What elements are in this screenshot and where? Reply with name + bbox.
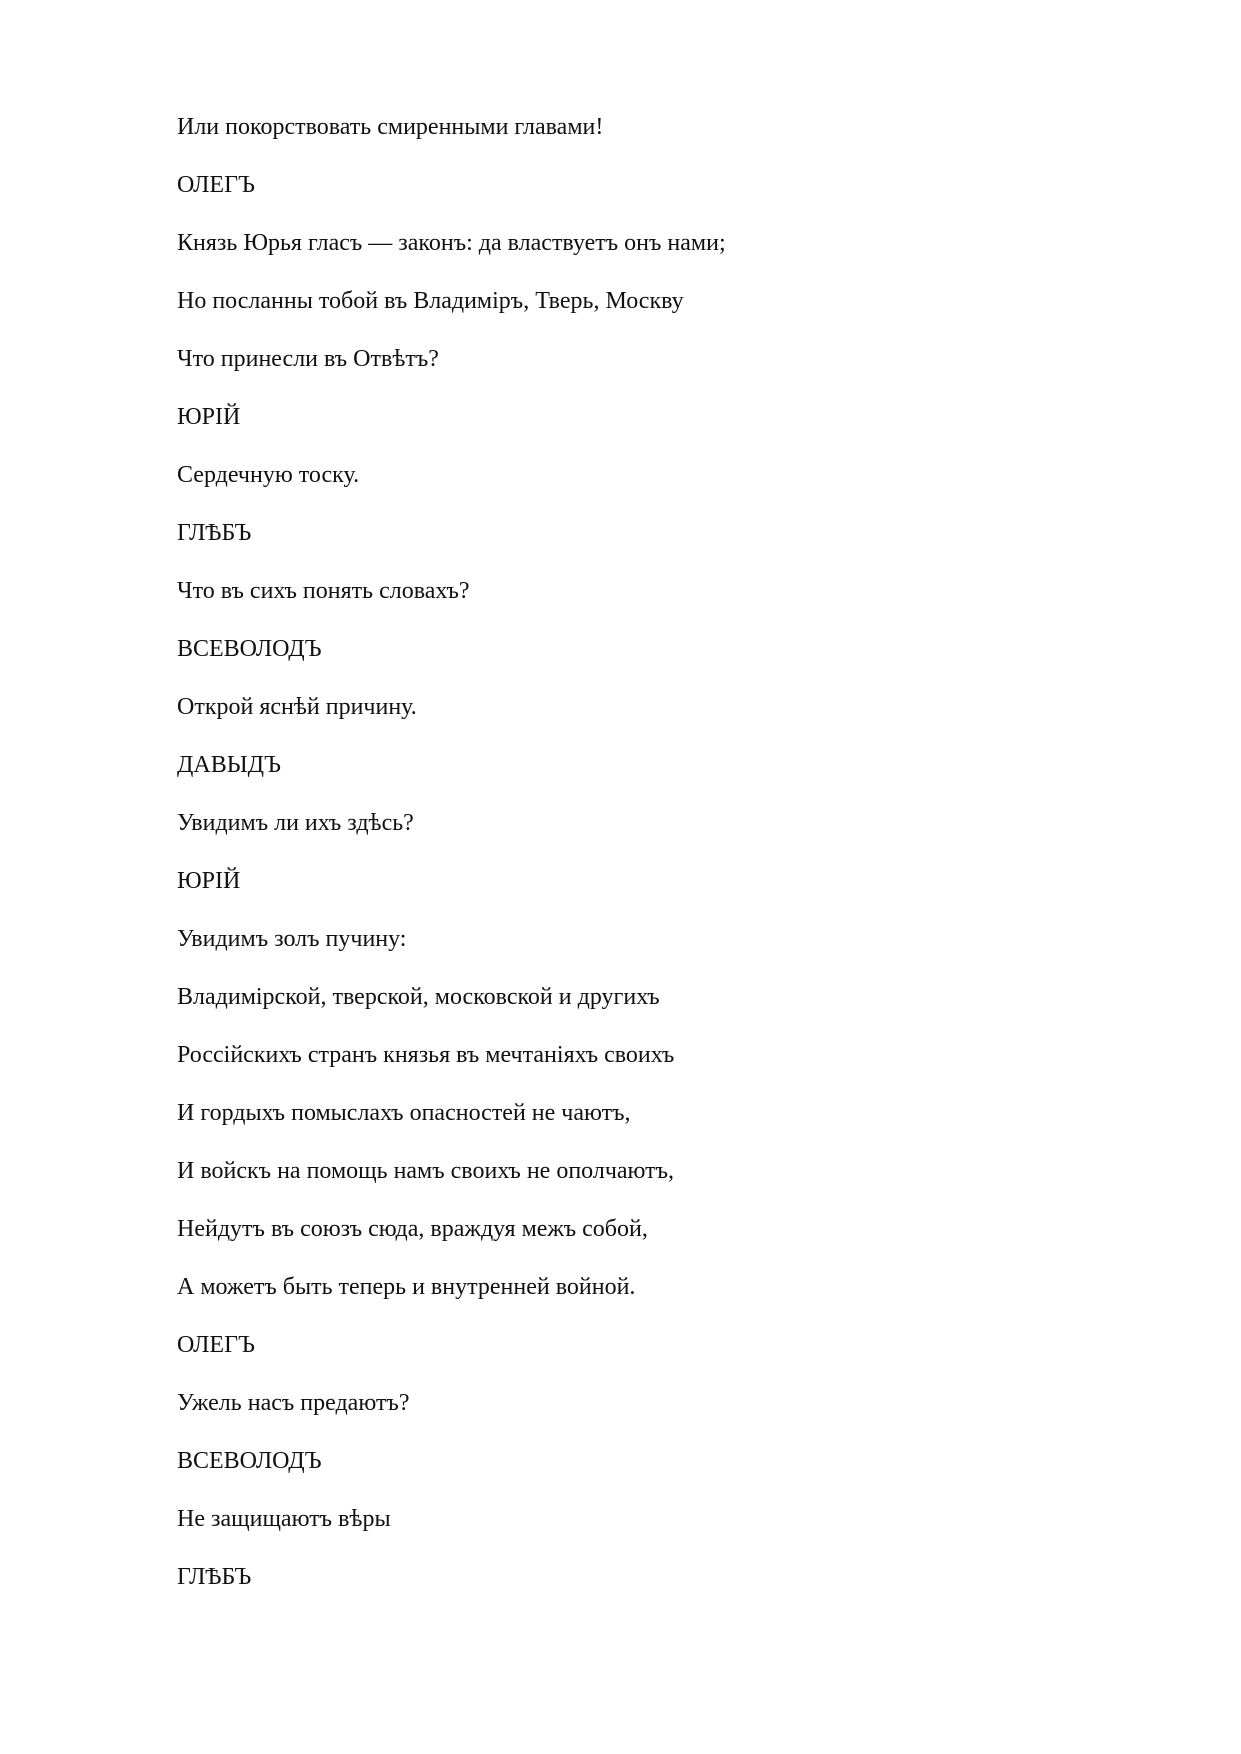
verse-line: Князь Юрья гласъ — законъ: да властвуетъ онъ нами;: [177, 230, 726, 256]
verse-line: Владимірской, тверской, московской и другихъ: [177, 984, 660, 1010]
verse-line: Что принесли въ Отвѣтъ?: [177, 346, 439, 372]
speaker-name: ДАВЫДЪ: [177, 752, 281, 778]
verse-line: И гордыхъ помыслахъ опасностей не чаютъ,: [177, 1100, 631, 1126]
verse-line: Не защищаютъ вѣры: [177, 1506, 391, 1532]
verse-line: Или покорствовать смиренными главами!: [177, 114, 604, 140]
verse-line: А можетъ быть теперь и внутренней войной.: [177, 1274, 636, 1300]
speaker-name: ВСЕВОЛОДЪ: [177, 636, 322, 662]
verse-line: Сердечную тоску.: [177, 462, 360, 488]
speaker-name: ЮРІЙ: [177, 868, 241, 894]
speaker-name: ВСЕВОЛОДЪ: [177, 1448, 322, 1474]
verse-line: Нейдутъ въ союзъ сюда, враждуя межъ собой,: [177, 1216, 648, 1242]
verse-line: И войскъ на помощь намъ своихъ не ополчаютъ,: [177, 1158, 675, 1184]
speaker-name: ГЛѢБЪ: [177, 1564, 252, 1590]
verse-line: Увидимъ золъ пучину:: [177, 926, 407, 952]
verse-line: Открой яснѣй причину.: [177, 694, 417, 720]
speaker-name: ГЛѢБЪ: [177, 520, 252, 546]
verse-line: Ужель насъ предаютъ?: [177, 1390, 410, 1416]
speaker-name: ОЛЕГЪ: [177, 1332, 255, 1358]
verse-line: Россійскихъ странъ князья въ мечтаніяхъ своихъ: [177, 1042, 675, 1068]
verse-line: Что въ сихъ понять словахъ?: [177, 578, 470, 604]
verse-line: Увидимъ ли ихъ здѣсь?: [177, 810, 414, 836]
verse-line: Но посланны тобой въ Владиміръ, Тверь, Москву: [177, 288, 684, 314]
speaker-name: ЮРІЙ: [177, 404, 241, 430]
speaker-name: ОЛЕГЪ: [177, 172, 255, 198]
play-text: [177, 112, 1157, 1620]
